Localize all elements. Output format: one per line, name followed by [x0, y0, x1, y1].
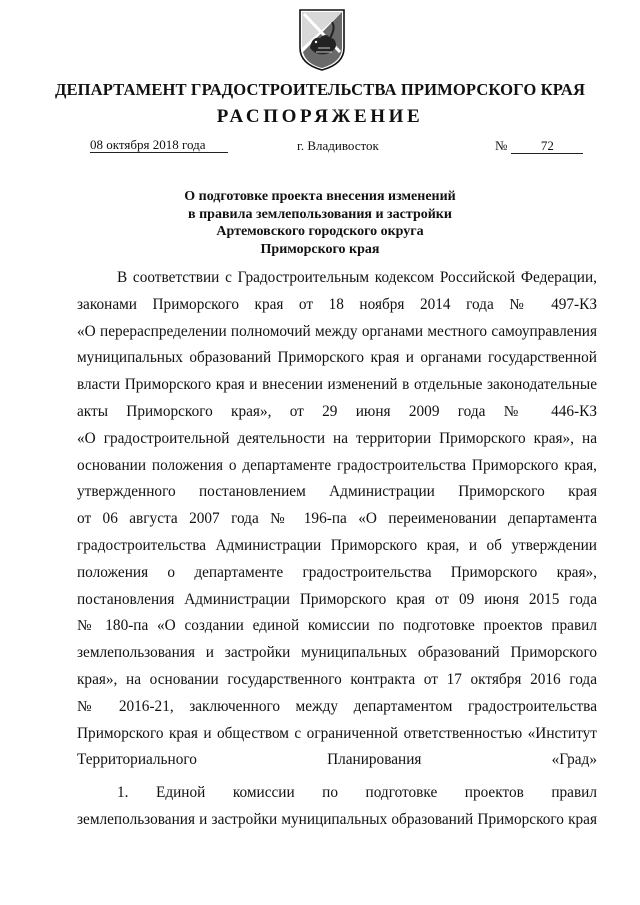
body-line: власти Приморского края и внесении изменений в отдельные законодательные	[77, 376, 597, 394]
document-date: 08 октября 2018 года	[90, 138, 228, 153]
body-line: муниципальных образований Приморского края и органами государственной	[77, 349, 597, 367]
body-line: Приморского края и обществом с ограниченной ответственностью «Институт	[77, 724, 597, 742]
body-line: Территориального Планирования «Град»	[77, 751, 597, 769]
document-number: 72	[511, 139, 583, 154]
coat-of-arms-emblem-icon	[296, 8, 348, 72]
subject-line: в правила землепользования и застройки	[188, 206, 452, 222]
body-line: № 2016-21, заключенного между департаментом градостроительства	[77, 697, 597, 715]
body-line: № 180-па «О создании единой комиссии по подготовке проектов правил	[77, 617, 597, 635]
body-line: В соответствии с Градостроительным кодексом Российской Федерации,	[117, 269, 597, 286]
body-line: «О перераспределении полномочий между органами местного самоуправления	[77, 322, 597, 340]
body-line: положения о департаменте градостроительства Приморского края»,	[77, 563, 597, 581]
department-name: ДЕПАРТАМЕНТ ГРАДОСТРОИТЕЛЬСТВА ПРИМОРСКОГО КРАЯ	[54, 80, 586, 99]
body-line: 1. Единой комиссии по подготовке проектов правил	[117, 784, 597, 802]
document-type: РАСПОРЯЖЕНИЕ	[216, 106, 424, 127]
body-line: «О градостроительной деятельности на территории Приморского края», на	[77, 429, 597, 447]
body-line: основании положения о департаменте градостроительства Приморского края,	[77, 456, 597, 474]
body-line: от 06 августа 2007 года № 196-па «О переименовании департамента	[77, 510, 597, 528]
subject-line: О подготовке проекта внесения изменений	[184, 189, 456, 204]
document-number-field	[495, 138, 583, 154]
body-line: землепользования и застройки муниципальных образований Приморского края	[77, 810, 597, 828]
document-subject	[120, 188, 520, 258]
subject-line: Артемовского городского округа	[216, 224, 424, 239]
body-line: землепользования и застройки муниципальных образований Приморского	[77, 644, 597, 662]
subject-line: Приморского края	[260, 241, 380, 257]
body-line: утвержденного постановлением Администрации Приморского края	[77, 483, 597, 501]
body-line: края», на основании государственного контракта от 17 октября 2016 года	[77, 670, 597, 688]
number-sign: №	[495, 138, 508, 153]
document-city: г. Владивосток	[297, 138, 379, 153]
body-line: законами Приморского края от 18 ноября 2014 года № 497-КЗ	[77, 295, 597, 313]
document-body	[77, 265, 597, 834]
body-line: акты Приморского края», от 29 июня 2009 года № 446-КЗ	[77, 402, 597, 420]
body-line: постановления Администрации Приморского края от 09 июня 2015 года	[77, 590, 597, 608]
body-line: градостроительства Администрации Приморского края, и об утверждении	[77, 536, 597, 554]
